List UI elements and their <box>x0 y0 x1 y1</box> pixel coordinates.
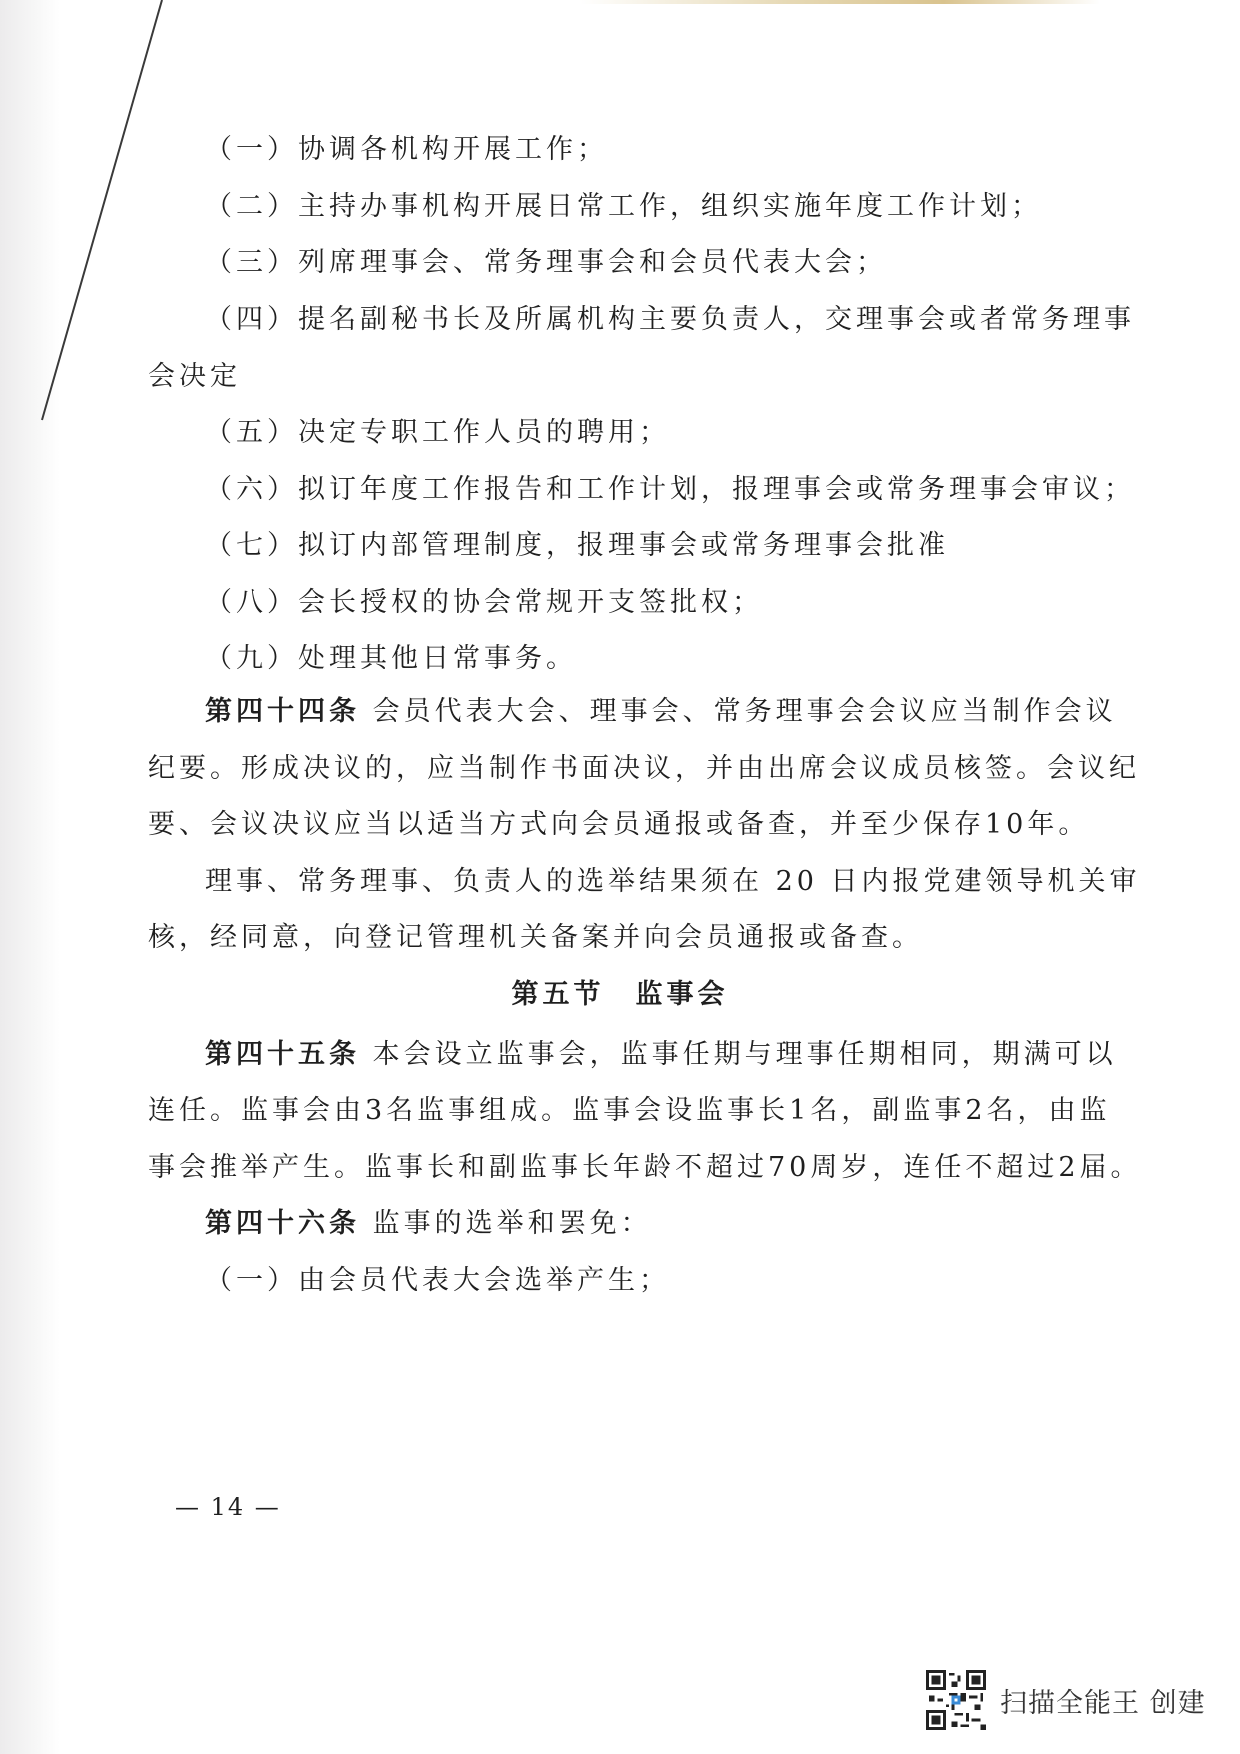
article-text: 监事的选举和罢免： <box>372 1208 652 1239</box>
article-44-line: 要、会议决议应当以适当方式向会员通报或备查，并至少保存10年。 <box>148 809 1090 840</box>
list-item: （九）处理其他日常事务。 <box>205 643 577 674</box>
scanner-watermark <box>926 1668 1206 1732</box>
list-item: （四）提名副秘书长及所属机构主要负责人，交理事会或者常务理事 <box>205 304 1135 335</box>
page-number: — 14 — <box>175 1493 281 1521</box>
article-text: 本会设立监事会，监事任期与理事任期相同，期满可以 <box>372 1039 1117 1070</box>
list-item: （一）由会员代表大会选举产生； <box>205 1265 670 1296</box>
article-label: 第四十四条 <box>205 696 360 727</box>
article-label: 第四十五条 <box>205 1039 360 1070</box>
article-45-line: 连任。监事会由3名监事组成。监事会设监事长1名，副监事2名，由监 <box>148 1095 1111 1126</box>
list-item: （三）列席理事会、常务理事会和会员代表大会； <box>205 247 887 278</box>
election-paragraph: 理事、常务理事、负责人的选举结果须在 20 日内报党建领导机关审 <box>205 866 1141 897</box>
list-item: （二）主持办事机构开展日常工作，组织实施年度工作计划； <box>205 191 1042 222</box>
article-44-line: 纪要。形成决议的，应当制作书面决议，并由出席会议成员核签。会议纪 <box>148 753 1140 784</box>
list-item: （八）会长授权的协会常规开支签批权； <box>205 587 763 618</box>
scan-top-strip <box>580 0 1100 4</box>
section-title: 第五节 监事会 <box>511 979 729 1010</box>
list-item: （五）决定专职工作人员的聘用； <box>205 417 670 448</box>
list-item: （六）拟订年度工作报告和工作计划，报理事会或常务理事会审议； <box>205 474 1135 505</box>
article-45 <box>205 1035 1117 1075</box>
list-item-continuation: 会决定 <box>148 361 241 392</box>
article-46 <box>205 1204 652 1244</box>
article-text: 会员代表大会、理事会、常务理事会会议应当制作会议 <box>372 696 1117 727</box>
election-paragraph-line: 核，经同意，向登记管理机关备案并向会员通报或备查。 <box>148 922 923 953</box>
article-44 <box>205 692 1117 732</box>
article-label: 第四十六条 <box>205 1208 360 1239</box>
article-45-line: 事会推举产生。监事长和副监事长年龄不超过70周岁，连任不超过2届。 <box>148 1152 1142 1183</box>
qr-code-icon <box>926 1670 986 1730</box>
list-item: （七）拟订内部管理制度，报理事会或常务理事会批准 <box>205 530 949 561</box>
list-item: （一）协调各机构开展工作； <box>205 134 608 165</box>
watermark-text: 扫描全能王 创建 <box>1000 1687 1206 1719</box>
